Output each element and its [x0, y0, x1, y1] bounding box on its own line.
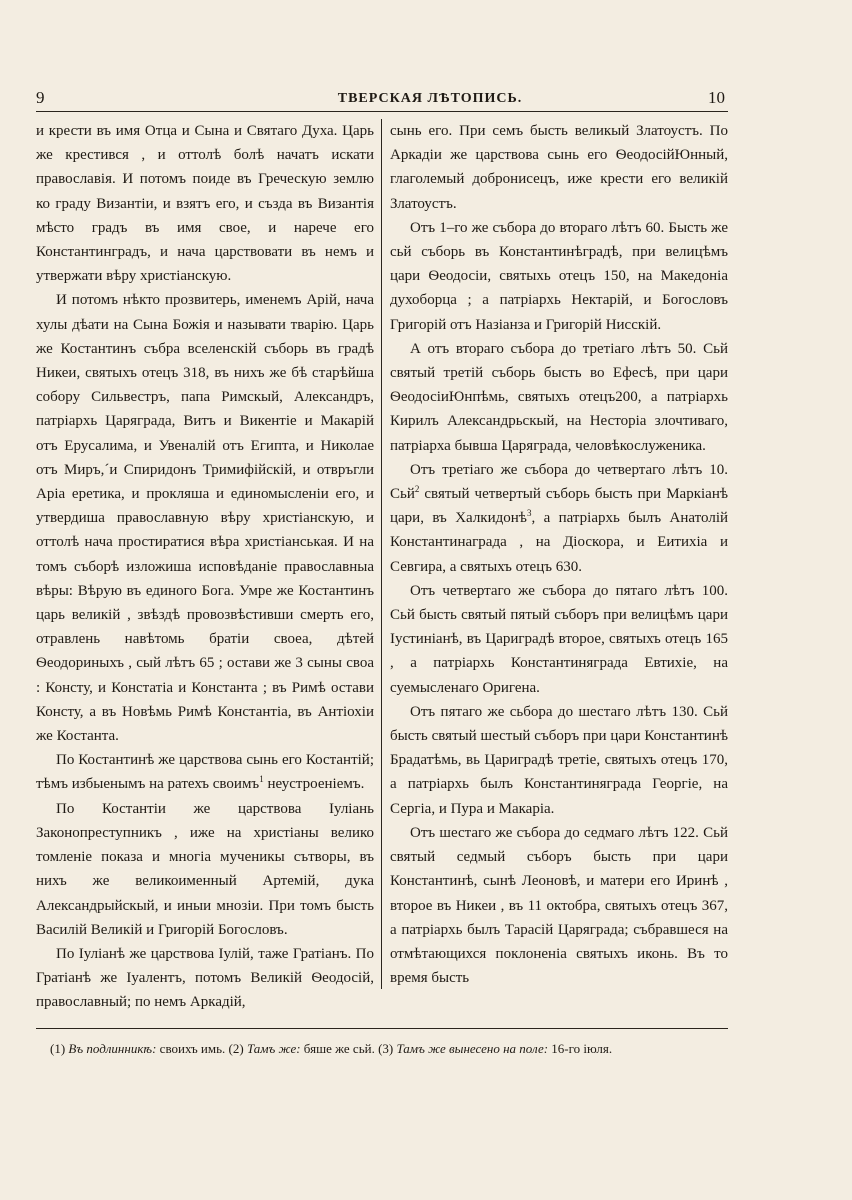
paragraph — [390, 458, 728, 579]
page-number-left: 9 — [36, 88, 45, 107]
left-column — [36, 119, 374, 1015]
column-divider — [381, 119, 382, 989]
paragraph-text: Отъ третіаго же събора до четвертаго лѣтъ 10. Сьй — [390, 461, 728, 503]
paragraph-text: святый четвертый съборь бысть при Маркіанѣ цари, въ Халкидонѣ — [390, 486, 728, 527]
footnote-text: бяше же сьй. — [303, 1041, 375, 1056]
paragraph: По Іуліанѣ же царствова Іулій, таже Гратіанъ. По Гратіанѣ же Іуалентъ, потомъ Великій Ѳеодосій, православный; по немъ Аркадій, — [36, 945, 374, 1011]
footnote-label: Тамъ же: — [246, 1041, 301, 1056]
footnote-ref: 1 — [259, 774, 264, 785]
paragraph-text: По Костантинѣ же царствова сынь его Костантій; тѣмъ избыенымъ на ратехъ своимъ — [36, 752, 374, 793]
paragraph: Отъ пятаго же сьбора до шестагo лѣтъ 130. Сьй бысть святый шестый съборъ при цари Константинѣ Брадатѣмь, вь Цариградѣ третіе, святыхъ отецъ 170, а патріархь былъ Константиняграда Георгіе, на Сергіа, и Пура и Макаріа. — [390, 703, 728, 817]
header-rule — [36, 111, 728, 112]
paragraph — [36, 748, 374, 796]
paragraph: Отъ четвертаго же събора до пятаго лѣтъ 100. Сьй бысть святый пятый съборъ при велицѣмъ цари Іустиніанѣ, въ Цариградѣ второе, святыхъ отецъ 165 , а патріархь Константиняграда Евтихіе, на суемысленаго Оригена. — [390, 582, 728, 696]
paragraph: А отъ втораго събора до третіаго лѣтъ 50. Сьй святый третій съборь бысть во Ефесѣ, при цари ѲеодосіиЮнпѣмь, святыхъ отецъ200, а патріархь Кирилъ Александрьскый, на Несторіа злочтиваго, патріарха бывша Царяграда, человѣкослуженика. — [390, 340, 728, 454]
right-column — [390, 119, 728, 990]
footnote-ref: 2 — [414, 484, 420, 495]
paragraph: сынь его. При семъ бысть великый Златоустъ. По Аркадіи же царствова сынь его ѲеодосійЮнный, глаголемый добронисецъ, иже крести его великій Златоустъ. — [390, 123, 728, 212]
paragraph: Отъ шестаго же събора до седмаго лѣтъ 122. Сьй святый седмый съборъ бысть при цари Константинѣ, сынѣ Леоновѣ, и матери его Иринѣ , второе въ Никеи , въ 11 октобра, святыхъ отецъ 367, а патріархь былъ Тарасій Царяграда; събравшеся на отмѣтающихся поклоненіа святыхъ иконь. Въ то время бысть — [390, 824, 728, 987]
running-title: ТВЕРСКАЯ ЛѢТОПИСЬ. — [337, 91, 523, 106]
paragraph-text: неустроеніемъ. — [263, 776, 365, 793]
footnote-rule — [36, 1028, 728, 1029]
footnote-ref: 3 — [526, 508, 532, 519]
footnote-mark: (1) — [50, 1041, 66, 1056]
paragraph: и крести въ имя Отца и Сына и Святаго Духа. Царь же крестився , и оттолѣ болѣ начатъ искати православія. И потомъ поиде въ Греческую землю ко граду Византіи, и взятъ его, и създа въ Византія мѣсто градъ въ имя свое, и нарече его Константинградъ, и нача царствовати въ немъ и утвержати вѣру христіанскую. — [36, 123, 374, 285]
footnote-label: Въ подлинникѣ: — [68, 1041, 157, 1056]
footnote-label: Тамъ же вынесено на поле: — [396, 1041, 549, 1056]
paragraph-text: , а патріархь былъ Анатолій Константинаграда , на Діоскора, и Еитихіа и Севгира, а святыхъ отецъ 630. — [390, 510, 729, 575]
footnote-text: 16-го іюля. — [551, 1041, 613, 1056]
footnote-mark: (3) — [378, 1041, 394, 1056]
page-number-right: 10 — [708, 88, 725, 107]
footnotes — [50, 1040, 730, 1058]
paragraph: Отъ 1–го же съборa до втораго лѣтъ 60. Бысть же сьй съборь въ Константинѣградѣ, при велицѣмъ цари Ѳеодосіи, святыхь отецъ 150, на Македоніа духоборца ; а патріархь Нектарій, и Богословъ Григорій отъ Назіанза и Григорій Нисскій. — [390, 219, 728, 333]
paragraph: По Костантіи же царствова Іуліань Законопреступникъ , иже на христіаны велико томленіе показа и многіа мученикы сътворы, въ нихъ же великоименный Артемій, дука Александрыйскый, и иныи мнозіи. При томъ бысть Василій Великій и Григорій Богословъ. — [36, 800, 374, 938]
footnote-mark: (2) — [228, 1041, 244, 1056]
footnote-text: своихъ имь. — [159, 1041, 226, 1056]
paragraph: И потомъ нѣкто прозвитерь, именемъ Арій, нача хулы дѣати на Сына Божія и называти тварію. Царь же Костантинъ събра вселенскій съборь въ градѣ Никеи, святыхъ отецъ 318, въ нихъ же бѣ старѣйша собору Сильвестръ, папа Римскый, Александръ, патріархь Царяграда, Витъ и Викентіе и Макарій отъ Ерусалима, и Увеналій отъ Египта, и Николае отъ Миръ,´и Спиридонъ Тримифійскій, и отвръгли Аріа еретика, и прокляша и единомысленіи его, и утвердиша православную вѣру христіанскую, и оттолѣ нача простиратися вѣра христіанськая. И на томъ съборѣ изложиша исповѣданіе православныа вѣры: Вѣрую въ единого Бога. Умре же Костантинъ царь великій , звѣздѣ провозвѣстивши смерть его, отравлень навѣтомь братіи своеа, дѣтей Ѳеодориныхъ , сый лѣтъ 65 ; остави же 3 сыны своа : Консту, и Констатіа и Константа ; въ Римѣ остави Консту, а въ Новѣмь Римѣ Константіа, въ Антіохіи же Костанта. — [36, 292, 374, 745]
